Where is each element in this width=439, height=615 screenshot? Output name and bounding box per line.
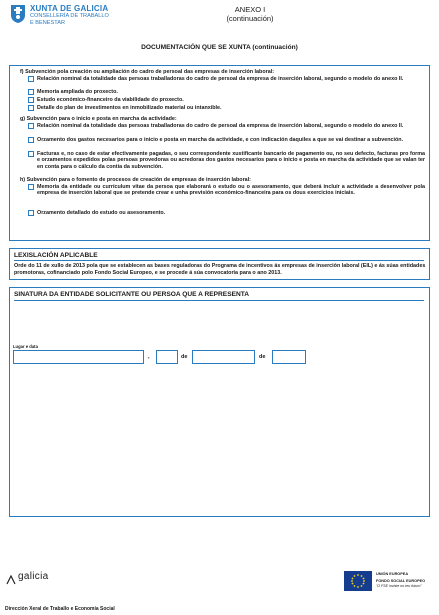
- year-field[interactable]: [272, 350, 306, 364]
- item-h-1: Memoria da entidade ou currículum vitae da persoa que elaborará o estudo ou o asesoramento, que deberá incluír a actividade a desenvolver pola empresa de inserción laboral que se pretende crear e unha previsión económico-financeira para os dous exercicios iniciais.: [37, 184, 425, 197]
- item-g-2: Orzamento dos gastos necesarios para o inicio e posta en marcha da actividade, e con indicación daquiles a que se vai destinar a subvención.: [37, 137, 404, 143]
- legislation-divider: [14, 260, 424, 261]
- comma-separator: ,: [148, 354, 150, 360]
- page-footer: [0, 565, 439, 615]
- directorate-name: Dirección Xeral de Traballo e Economía Social: [5, 606, 115, 612]
- checkbox-h-2[interactable]: [28, 210, 34, 216]
- annex-heading: [190, 5, 310, 23]
- documentation-box: [9, 65, 430, 241]
- item-f-2: Memoria ampliada do proxecto.: [37, 89, 118, 95]
- item-h-2: Orzamento detallado do estudo ou asesoramento.: [37, 210, 166, 216]
- document-title: DOCUMENTACIÓN QUE SE XUNTA (continuación): [141, 44, 298, 51]
- checkbox-g-1[interactable]: [28, 123, 34, 129]
- fse-slogan: "O FSE inviste no teu futuro": [376, 584, 422, 588]
- section-h-heading: h) Subvención para o fomento de procesos de creación de empresas de inserción laboral:: [20, 177, 251, 183]
- legislation-box: [9, 248, 430, 280]
- item-f-3: Estudo económico-financeiro da viabilidade do proxecto.: [37, 97, 184, 103]
- checkbox-f-1[interactable]: [28, 76, 34, 82]
- checkbox-h-1[interactable]: [28, 184, 34, 190]
- fse-label: FONDO SOCIAL EUROPEO: [376, 579, 426, 583]
- de-label-1: de: [181, 354, 188, 360]
- galicia-logo-text: galicia: [18, 571, 49, 582]
- section-f-heading: f) Subvención pola creación ou ampliación do cadro de persoal das empresas de inserción laboral:: [20, 69, 275, 75]
- checkbox-f-4[interactable]: [28, 105, 34, 111]
- place-date-label: Lugar e data: [13, 344, 38, 349]
- checkbox-g-2[interactable]: [28, 137, 34, 143]
- signature-title: SINATURA DA ENTIDADE SOLICITANTE OU PERSOA QUE A REPRESENTA: [14, 291, 250, 298]
- item-f-1: Relación nominal da totalidade das persoas traballadoras do cadro de persoal da empresa de inserción laboral, segundo o modelo do anexo II.: [37, 76, 404, 82]
- legislation-text: Orde do 11 de xullo de 2013 pola que se establecen as bases reguladoras do Programa de incentivos ás empresas de inserción laboral (EIL) e ás súas entidades promotoras, cofinanciado polo Fondo Social Europeo, e se procede á súa convocatoria para o ano 2013.: [14, 263, 426, 276]
- signature-box: [9, 287, 430, 517]
- legislation-title: LEXISLACIÓN APLICABLE: [14, 252, 98, 259]
- item-g-3: Facturas e, no caso de estar efectivamente pagadas, o seu correspondente xustificante bancario de pagamento ou, no seu defecto, facturas pro forma e orzamentos expedidos polas persoas provedoras ou acredoras dos gastos necesarios para o inicio e posta en marcha da actividade que se valan ter en conta para o cálculo da contía da subvención.: [37, 151, 425, 170]
- galicia-logo-icon: [6, 575, 16, 585]
- annex-title: ANEXO I: [234, 5, 266, 14]
- department-name: [30, 13, 109, 26]
- de-label-2: de: [259, 354, 266, 360]
- xunta-brand: XUNTA DE GALICIA: [30, 4, 109, 13]
- eu-label: UNIÓN EUROPEA: [376, 572, 409, 576]
- checkbox-g-3[interactable]: [28, 151, 34, 157]
- day-field[interactable]: [156, 350, 178, 364]
- checkbox-f-2[interactable]: [28, 89, 34, 95]
- signature-divider: [14, 300, 424, 301]
- page-header: [10, 4, 430, 34]
- annex-subtitle: (continuación): [226, 14, 274, 23]
- month-field[interactable]: [192, 350, 255, 364]
- department-line-1: CONSELLERÍA DE TRABALLO: [30, 13, 109, 19]
- item-f-4: Detalle do plan de investimentos en inmobilizado material ou intanxible.: [37, 105, 222, 111]
- checkbox-f-3[interactable]: [28, 97, 34, 103]
- item-g-1: Relación nominal da totalidade das persoas traballadoras do cadro de persoal da empresa de inserción laboral, segundo o modelo do anexo II.: [37, 123, 404, 129]
- eu-flag-icon: [344, 571, 372, 591]
- department-line-2: E BENESTAR: [30, 19, 66, 26]
- xunta-shield-icon: [10, 4, 26, 24]
- section-g-heading: g) Subvención para o inicio e posta en marcha da actividade:: [20, 116, 177, 122]
- place-field[interactable]: [13, 350, 144, 364]
